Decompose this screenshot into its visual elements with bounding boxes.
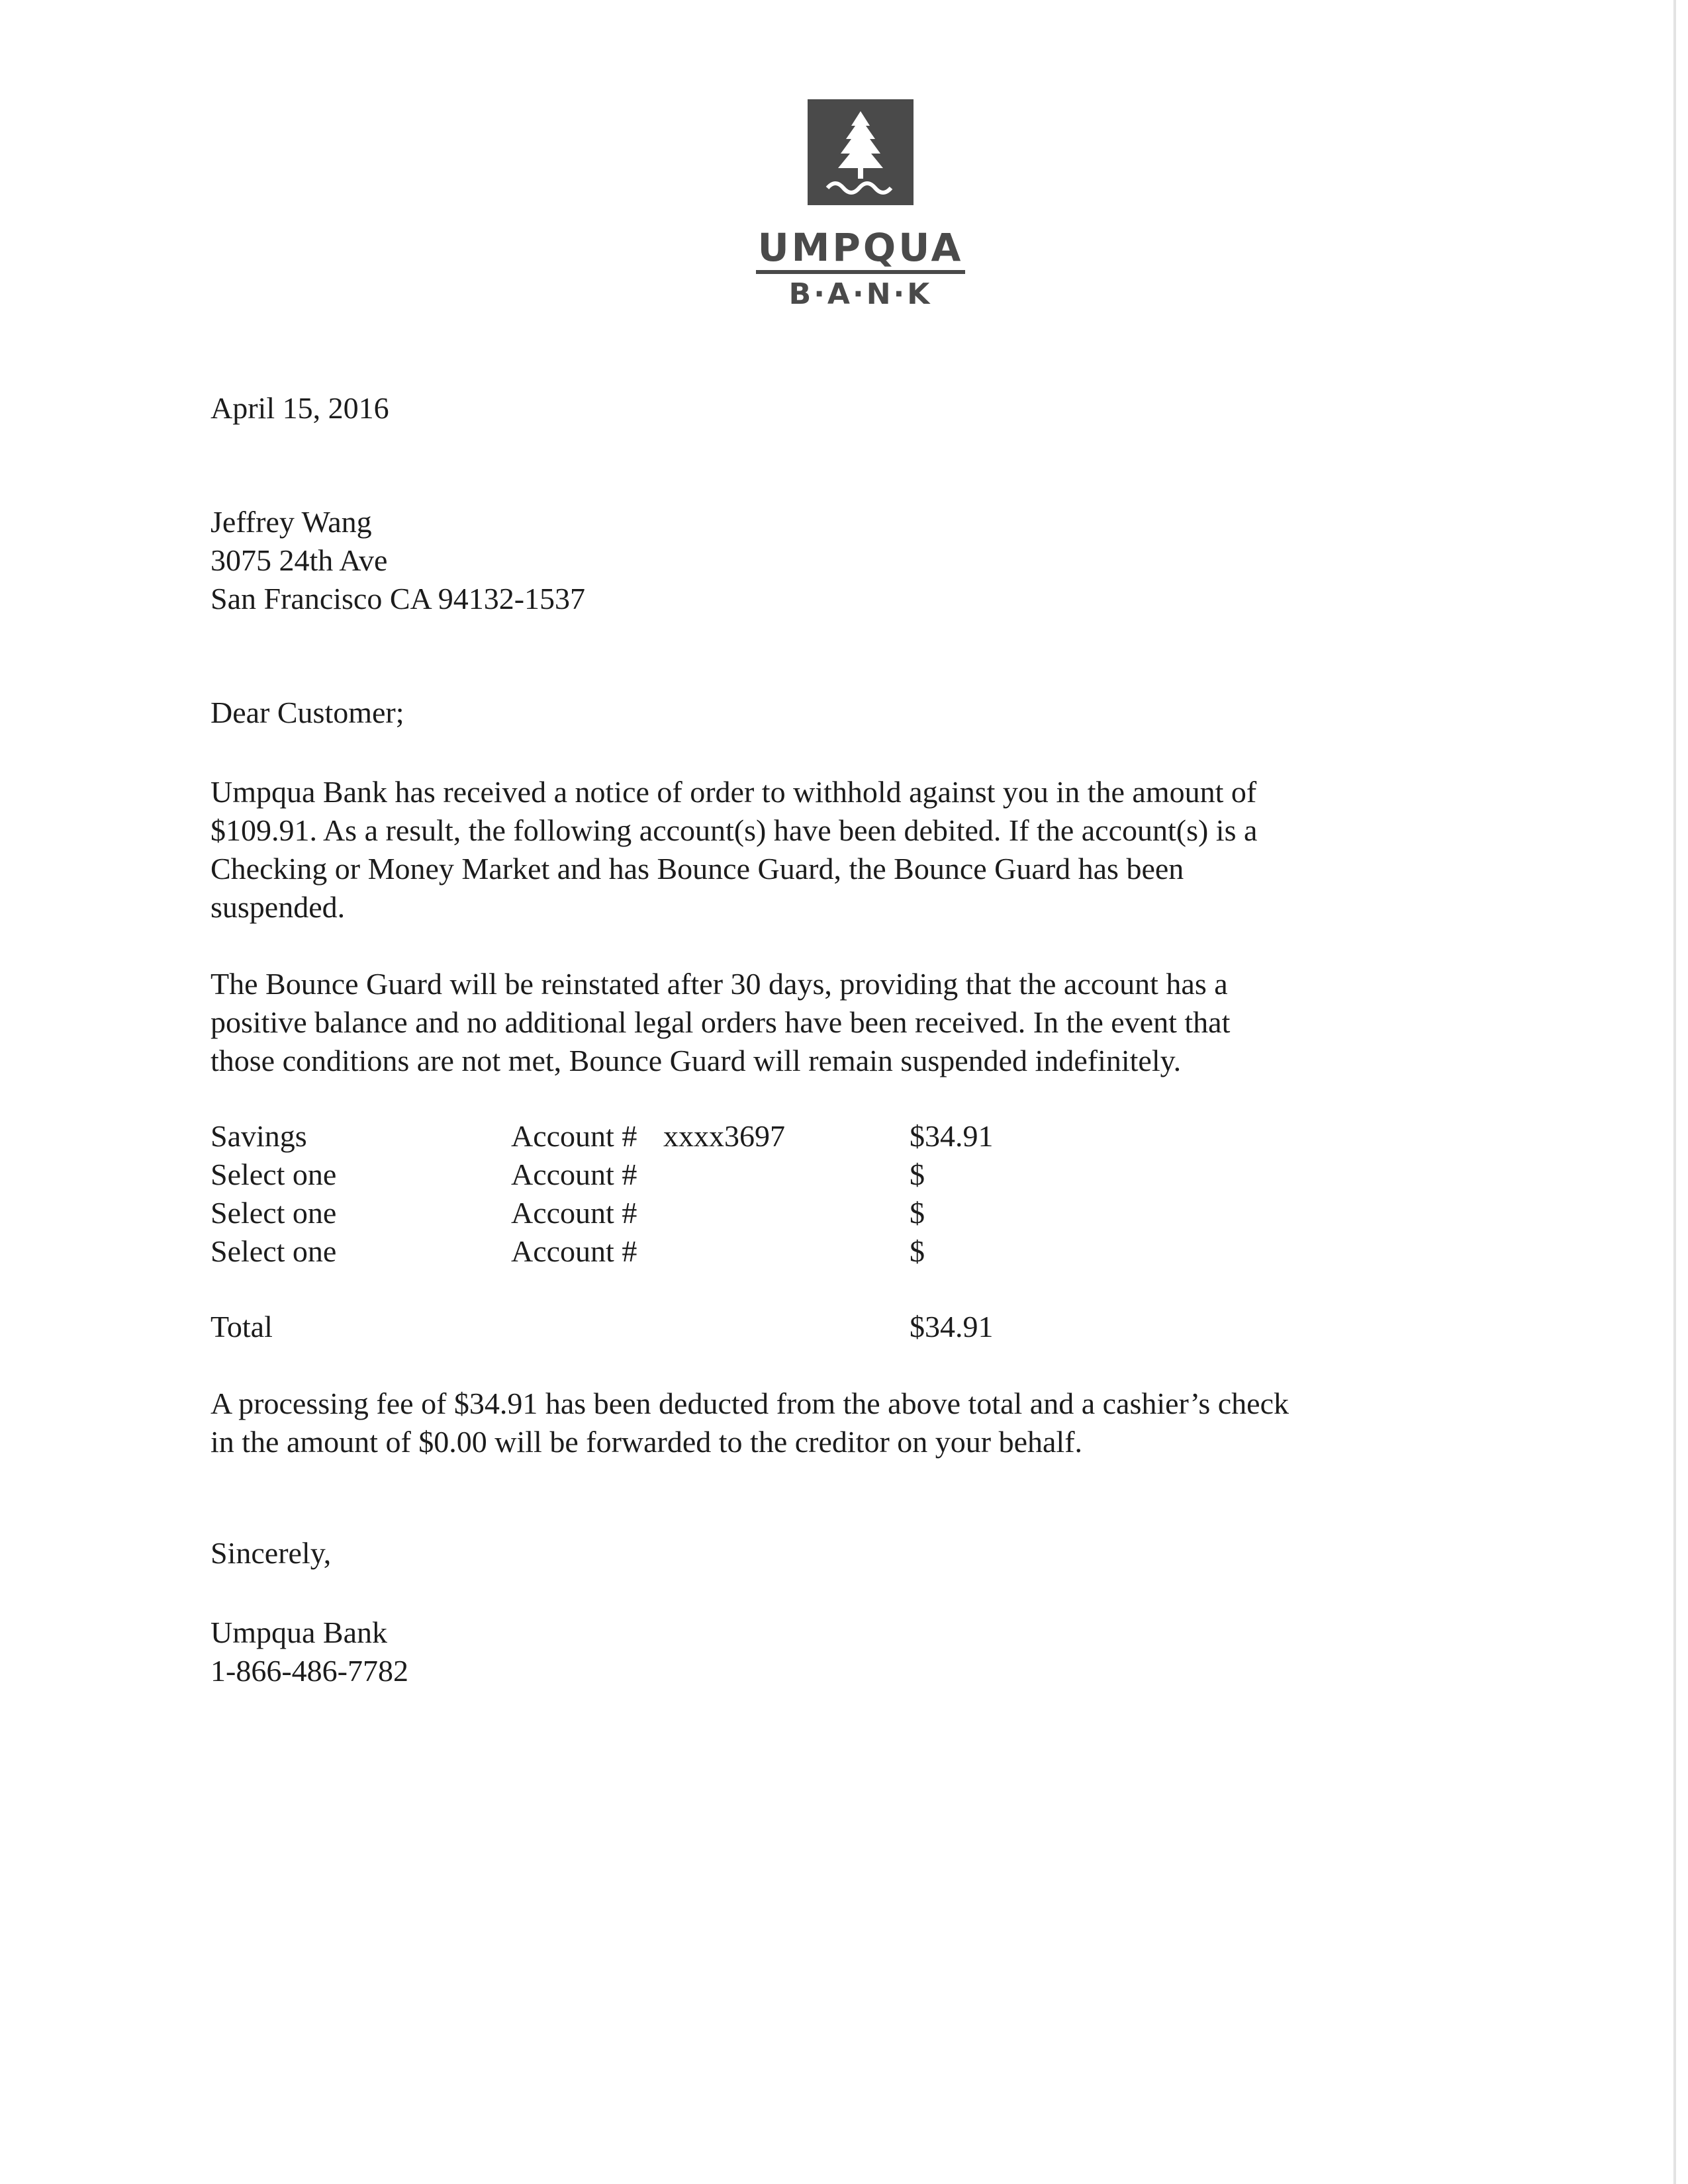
- account-type: Select one: [211, 1158, 337, 1191]
- signature-block: [211, 1614, 408, 1690]
- paragraph-line: positive balance and no additional legal orders have been received. In the event that: [211, 1005, 1231, 1039]
- account-row: [211, 1232, 1071, 1271]
- paragraph-line: A processing fee of $34.91 has been deducted from the above total and a cashier’s check: [211, 1387, 1289, 1420]
- account-number: xxxx3697: [663, 1119, 785, 1153]
- logo-wordmark: UMPQUA: [757, 225, 964, 270]
- paragraph-line: those conditions are not met, Bounce Guard will remain suspended indefinitely.: [211, 1044, 1182, 1077]
- paragraph-line: Checking or Money Market and has Bounce Guard, the Bounce Guard has been: [211, 852, 1184, 886]
- account-amount: $: [910, 1158, 925, 1191]
- account-label: Account #: [511, 1196, 637, 1230]
- letter-date: April 15, 2016: [211, 391, 389, 425]
- bank-logo: [748, 99, 973, 311]
- paragraph-line: in the amount of $0.00 will be forwarded to the creditor on your behalf.: [211, 1425, 1083, 1459]
- account-row: [211, 1117, 1071, 1156]
- greeting: Dear Customer;: [211, 696, 404, 729]
- recipient-address: [211, 503, 585, 618]
- total-amount: $34.91: [910, 1310, 994, 1343]
- recipient-city: San Francisco CA 94132-1537: [211, 582, 586, 615]
- paragraph-bounce-guard: [211, 965, 1230, 1080]
- paragraph-line: Umpqua Bank has received a notice of order to withhold against you in the amount of: [211, 775, 1257, 809]
- recipient-street: 3075 24th Ave: [211, 543, 388, 577]
- account-row: [211, 1156, 1071, 1194]
- signature-phone: 1-866-486-7782: [211, 1654, 408, 1688]
- page-edge: [1673, 0, 1676, 2184]
- account-amount: $: [910, 1234, 925, 1268]
- logo-subtitle: B·A·N·K: [788, 277, 933, 311]
- account-label: Account #: [511, 1234, 637, 1268]
- total-label: Total: [211, 1310, 273, 1343]
- tree-logo-icon: [808, 99, 914, 205]
- total-row: [211, 1308, 1071, 1346]
- account-type: Select one: [211, 1234, 337, 1268]
- account-amount: $: [910, 1196, 925, 1230]
- accounts-table: [211, 1117, 1071, 1346]
- paragraph-line: $109.91. As a result, the following account(s) have been debited. If the account(s) is a: [211, 813, 1258, 847]
- account-label: Account #: [511, 1119, 637, 1153]
- closing: Sincerely,: [211, 1536, 332, 1570]
- account-type: Savings: [211, 1119, 307, 1153]
- paragraph-line: The Bounce Guard will be reinstated after 30 days, providing that the account has a: [211, 967, 1228, 1001]
- paragraph-line: suspended.: [211, 890, 346, 924]
- account-type: Select one: [211, 1196, 337, 1230]
- paragraph-notice: [211, 773, 1257, 927]
- signature-org: Umpqua Bank: [211, 1615, 388, 1649]
- account-amount: $34.91: [910, 1119, 994, 1153]
- recipient-name: Jeffrey Wang: [211, 505, 372, 539]
- account-row: [211, 1194, 1071, 1232]
- paragraph-processing-fee: [211, 1385, 1289, 1461]
- logo-divider: [756, 270, 965, 274]
- account-label: Account #: [511, 1158, 637, 1191]
